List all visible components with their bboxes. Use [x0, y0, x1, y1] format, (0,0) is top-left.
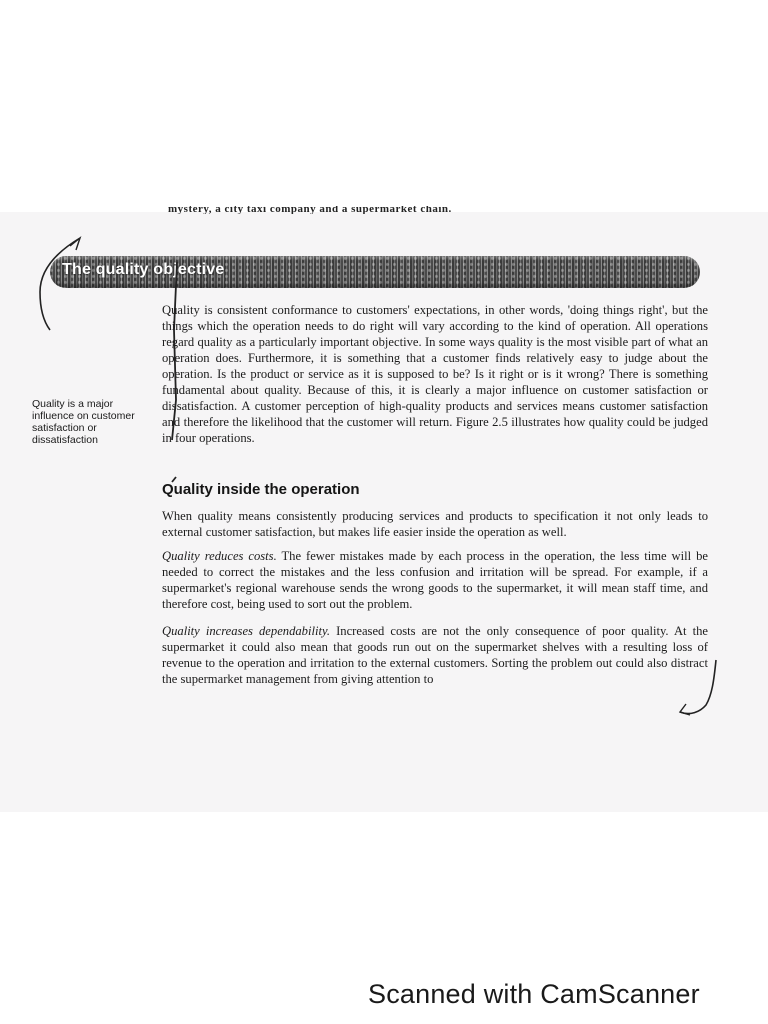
scanner-watermark: Scanned with CamScanner	[368, 979, 700, 1009]
section-banner	[50, 256, 700, 288]
section-title: The quality objective	[62, 261, 225, 278]
subheading: Quality inside the operation	[162, 481, 360, 498]
paragraph-reduces-costs	[162, 548, 708, 612]
paragraph-increases-dependability	[162, 623, 708, 687]
paragraph-body: The fewer mistakes made by each process in the operation, the less time will be needed to correct the mistakes and the less confusion and irritation will be spread. For example, if a supermarket's regional warehouse sends the wrong goods to the supermarket, it will mean staff time, and therefore cost, being used to sort out the problem.	[162, 549, 708, 611]
margin-note: Quality is a major influence on customer satisfaction or dissatisfaction	[32, 398, 135, 446]
paragraph-intro: Quality is consistent conformance to customers' expectations, in other words, 'doing things right', but the things which the operation needs to do right will vary according to the kind of operation. All operations regard quality as a particularly important objective. In some ways quality is the most visible part of what an operation does. Furthermore, it is something that a customer finds relatively easy to judge about the operation. Is the product or service as it is supposed to be? Is it right or is it wrong? There is something fundamental about quality. Because of this, it is clearly a major influence on customer satisfaction or dissatisfaction. A customer perception of high-quality products and services means customer satisfaction and therefore the likelihood that the customer will return. Figure 2.5 illustrates how quality could be judged in four operations.	[162, 303, 708, 445]
cutoff-text: mystery, a city taxi company and a supermarket chain.	[168, 206, 452, 214]
paragraph-quality-inside: When quality means consistently producing services and products to specification it not only leads to external customer satisfaction, but makes life easier inside the operation as well.	[162, 509, 708, 539]
paragraph-body: Increased costs are not the only consequence of poor quality. At the supermarket it could also mean that goods run out on the supermarket shelves with a resulting loss of revenue to the operation and irritation to the external customers. Sorting the problem out could also distract the supermarket management from giving attention to	[162, 624, 709, 686]
cutoff-text-line	[168, 206, 478, 214]
paragraph-lead: Quality reduces costs.	[162, 549, 277, 563]
paragraph-lead: Quality increases dependability.	[162, 624, 331, 638]
